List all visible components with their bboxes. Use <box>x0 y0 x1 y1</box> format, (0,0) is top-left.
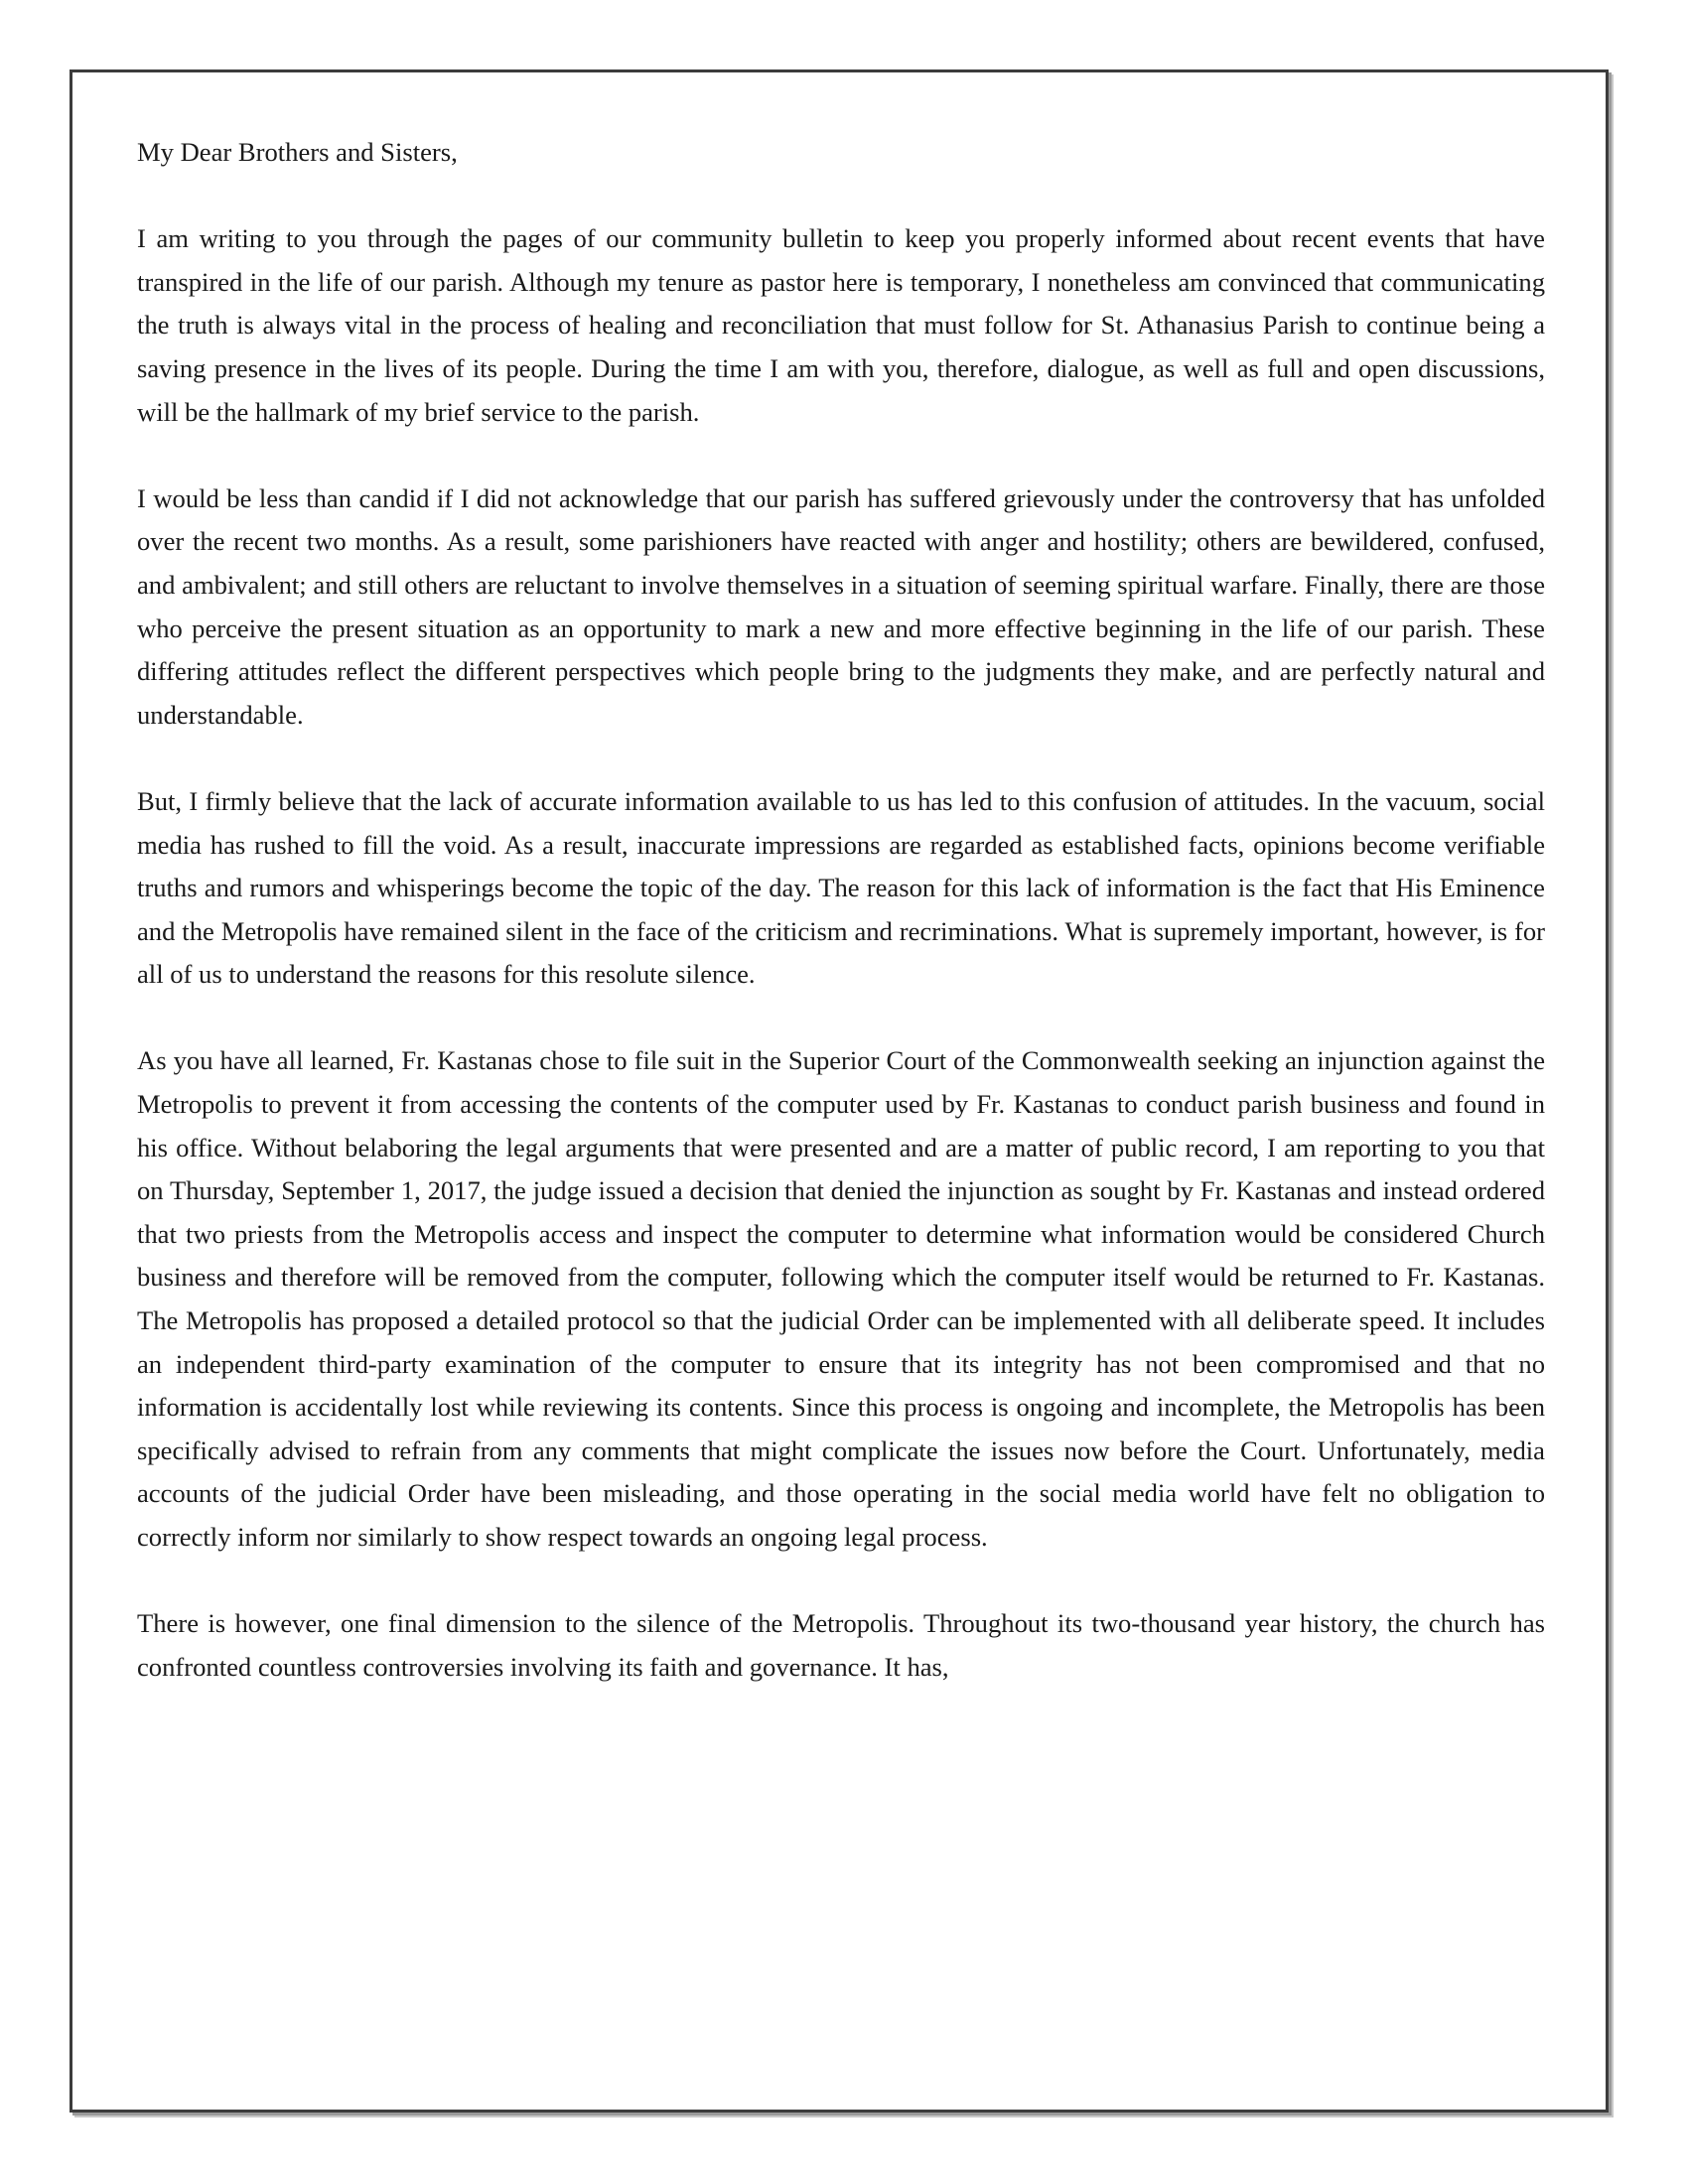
paragraph-2: I would be less than candid if I did not acknowledge that our parish has suffered grievously under the controversy that has unfolded over the recent two months. As a result, some parishioners have reacted with anger and hostility; others are bewildered, confused, and ambivalent; and still others are reluctant to involve themselves in a situation of seeming spiritual warfare. Finally, there are those who perceive the present situation as an opportunity to mark a new and more effective beginning in the life of our parish. These differing attitudes reflect the different perspectives which people bring to the judgments they make, and are perfectly natural and understandable. <box>137 482 1545 730</box>
salutation: My Dear Brothers and Sisters, <box>137 137 458 167</box>
letter-body <box>137 131 1545 1689</box>
paragraph-3: But, I firmly believe that the lack of accurate information available to us has led to this confusion of attitudes. In the vacuum, social media has rushed to fill the void. As a result, inaccurate impressions are regarded as established facts, opinions become verifiable truths and rumors and whisperings become the topic of the day. The reason for this lack of information is the fact that His Eminence and the Metropolis have remained silent in the face of the criticism and recriminations. What is supremely important, however, is for all of us to understand the reasons for this resolute silence. <box>137 785 1545 990</box>
paragraph-1: I am writing to you through the pages of our community bulletin to keep you properly informed about recent events that have transpired in the life of our parish. Although my tenure as pastor here is temporary, I nonetheless am convinced that communicating the truth is always vital in the process of healing and reconciliation that must follow for St. Athanasius Parish to continue being a saving presence in the lives of its people. During the time I am with you, therefore, dialogue, as well as full and open discussions, will be the hallmark of my brief service to the parish. <box>137 223 1545 427</box>
paragraph-5: There is however, one final dimension to the silence of the Metropolis. Throughout its two-thousand year history, the church has confronted countless controversies involving its faith and governance. It has, <box>137 1608 1545 1682</box>
paragraph-4: As you have all learned, Fr. Kastanas chose to file suit in the Superior Court of the Commonwealth seeking an injunction against the Metropolis to prevent it from accessing the contents of the computer used by Fr. Kastanas to conduct parish business and found in his office. Without belaboring the legal arguments that were presented and are a matter of public record, I am reporting to you that on Thursday, September 1, 2017, the judge issued a decision that denied the injunction as sought by Fr. Kastanas and instead ordered that two priests from the Metropolis access and inspect the computer to determine what information would be considered Church business and therefore will be removed from the computer, following which the computer itself would be returned to Fr. Kastanas. The Metropolis has proposed a detailed protocol so that the judicial Order can be implemented with all deliberate speed. It includes an independent third-party examination of the computer to ensure that its integrity has not been compromised and that no information is accidentally lost while reviewing its contents. Since this process is ongoing and incomplete, the Metropolis has been specifically advised to refrain from any comments that might complicate the issues now before the Court. Unfortunately, media accounts of the judicial Order have been misleading, and those operating in the social media world have felt no obligation to correctly inform nor similarly to show respect towards an ongoing legal process. <box>137 1045 1545 1552</box>
